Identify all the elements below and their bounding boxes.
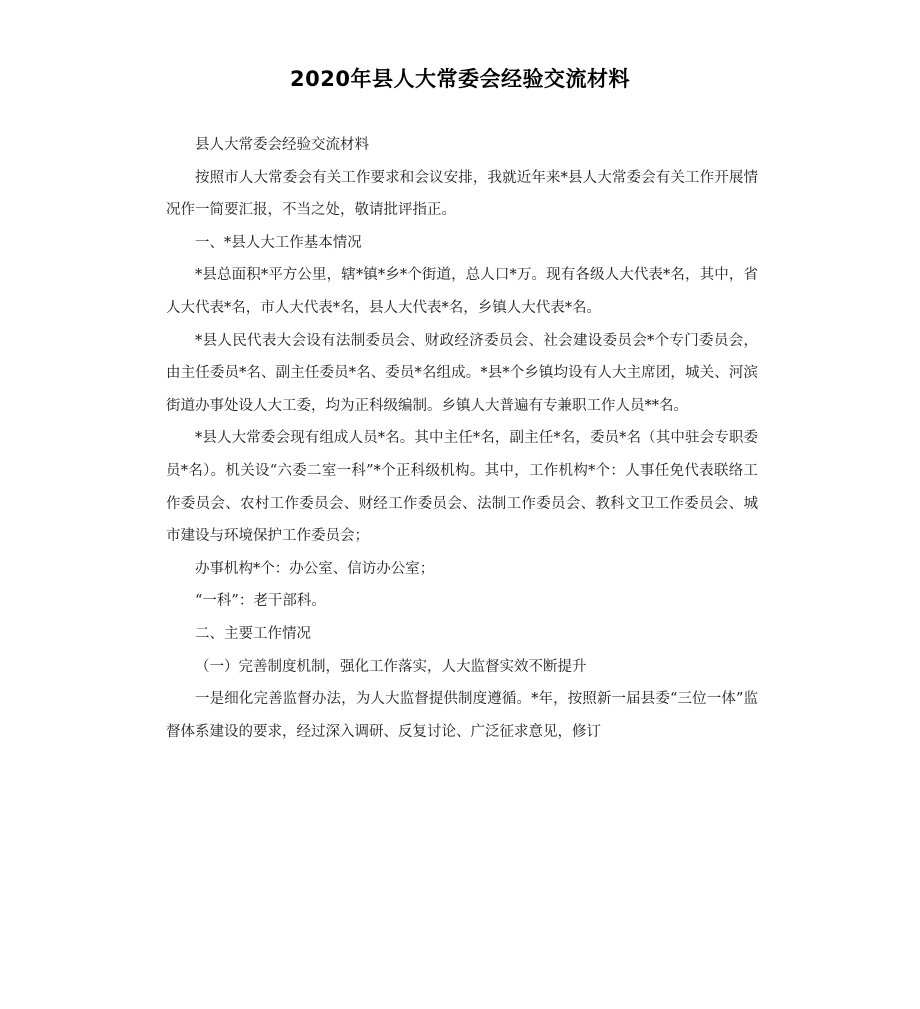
paragraph-offices: 办事机构*个：办公室、信访办公室；: [195, 560, 435, 577]
paragraph-section-one: “一科”：老干部科。: [195, 593, 326, 610]
section-heading-basic-situation: 一、*县人大工作基本情况: [195, 234, 362, 251]
subsection-heading-supervision: （一）完善制度机制，强化工作落实，人大监督实效不断提升: [195, 658, 587, 675]
section-heading-main-work: 二、主要工作情况: [195, 625, 311, 642]
paragraph-committees: *县人民代表大会设有法制委员会、财政经济委员会、社会建设委员会*个专门委员会，由主任委员*名、副主任委员*名、委员*名组成。*县*个乡镇均设有人大主席团，城关、河滨街道办事处设人大工委，均为正科级编制。乡镇人大普遍有专兼职工作人员**名。: [166, 332, 758, 414]
paragraph-county-overview: *县总面积*平方公里，辖*镇*乡*个街道，总人口*万。现有各级人大代表*名，其中，省人大代表*名，市人大代表*名，县人大代表*名，乡镇人大代表*名。: [166, 267, 758, 316]
document-title: 2020年县人大常委会经验交流材料: [290, 67, 630, 91]
paragraph-subtitle: 县人大常委会经验交流材料: [195, 137, 369, 153]
paragraph-standing-committee: *县人大常委会现有组成人员*名。其中主任*名，副主任*名，委员*名（其中驻会专职委员*名）。机关设“六委二室一科”*个正科级机构。其中，工作机构*个：人事任免代表联络工作委员会、农村工作委员会、财经工作委员会、法制工作委员会、教科文卫工作委员会、城市建设与环境保护工作委员会；: [166, 430, 758, 545]
document-body: [166, 129, 758, 748]
paragraph-intro: 按照市人大常委会有关工作要求和会议安排，我就近年来*县人大常委会有关工作开展情况作一简要汇报，不当之处，敬请批评指正。: [166, 169, 758, 219]
paragraph-supervision-measures: 一是细化完善监督办法，为人大监督提供制度遵循。*年，按照新一届县委“三位一体”监督体系建设的要求，经过深入调研、反复讨论、广泛征求意见，修订: [166, 691, 758, 740]
